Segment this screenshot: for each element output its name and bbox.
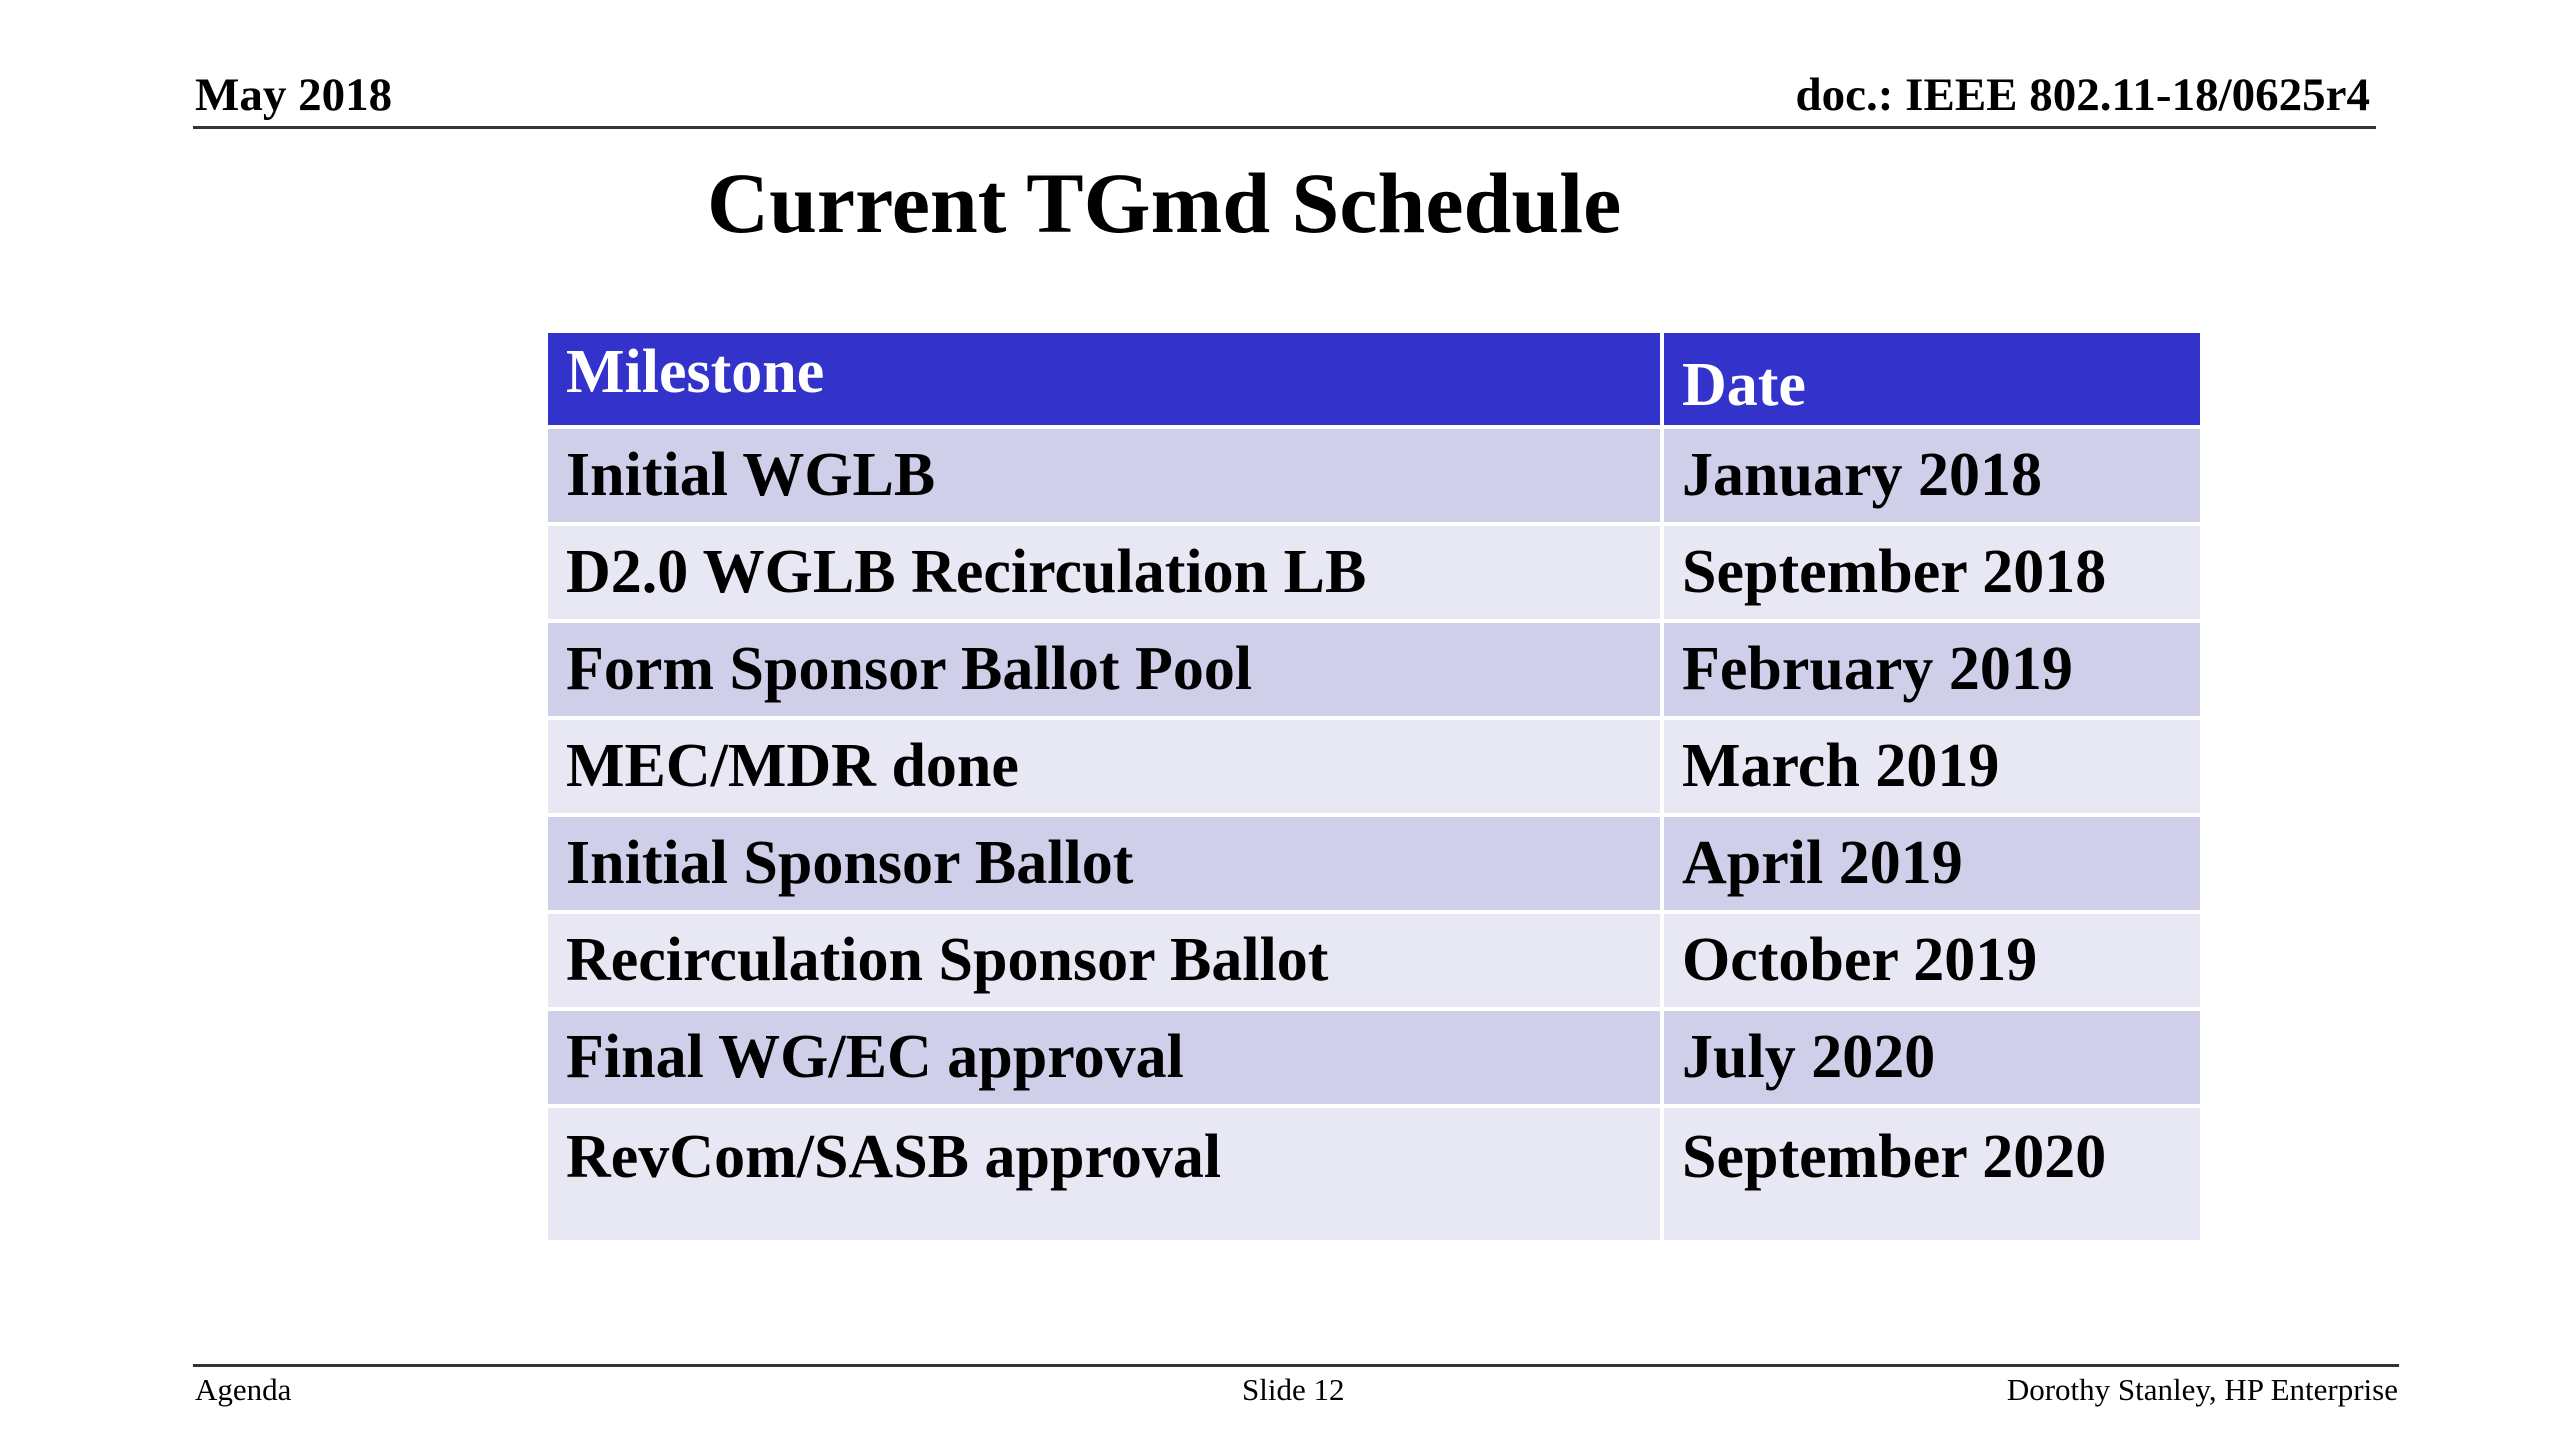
milestone-cell: Recirculation Sponsor Ballot xyxy=(548,912,1662,1009)
milestone-cell: Initial Sponsor Ballot xyxy=(548,815,1662,912)
date-cell: September 2020 xyxy=(1662,1106,2200,1240)
footer-divider xyxy=(193,1364,2399,1367)
milestone-cell: D2.0 WGLB Recirculation LB xyxy=(548,524,1662,621)
milestone-cell: Final WG/EC approval xyxy=(548,1009,1662,1106)
date-cell: March 2019 xyxy=(1662,718,2200,815)
slide-title: Current TGmd Schedule xyxy=(707,155,1622,251)
table-row xyxy=(548,1106,2200,1240)
footer-author: Dorothy Stanley, HP Enterprise xyxy=(2006,1372,2398,1407)
table-row xyxy=(548,912,2200,1009)
date-cell: September 2018 xyxy=(1662,524,2200,621)
date-cell: February 2019 xyxy=(1662,621,2200,718)
date-cell: October 2019 xyxy=(1662,912,2200,1009)
table-row xyxy=(548,427,2200,524)
footer-slide-number: Slide 12 xyxy=(1242,1372,1345,1407)
column-header-milestone: Milestone xyxy=(548,333,1662,427)
milestone-cell: RevCom/SASB approval xyxy=(548,1106,1662,1240)
table-row xyxy=(548,815,2200,912)
milestone-cell: Initial WGLB xyxy=(548,427,1662,524)
date-cell: July 2020 xyxy=(1662,1009,2200,1106)
table-header-row xyxy=(548,333,2200,427)
schedule-table xyxy=(548,333,2200,1240)
date-cell: January 2018 xyxy=(1662,427,2200,524)
column-header-date: Date xyxy=(1662,333,2200,427)
footer-section: Agenda xyxy=(195,1372,292,1407)
table-row xyxy=(548,718,2200,815)
table-row xyxy=(548,621,2200,718)
header-divider xyxy=(193,126,2376,129)
header-date: May 2018 xyxy=(195,69,393,121)
table-row xyxy=(548,524,2200,621)
milestone-cell: Form Sponsor Ballot Pool xyxy=(548,621,1662,718)
table-row xyxy=(548,1009,2200,1106)
header-doc-id: doc.: IEEE 802.11-18/0625r4 xyxy=(1795,69,2370,121)
date-cell: April 2019 xyxy=(1662,815,2200,912)
milestone-cell: MEC/MDR done xyxy=(548,718,1662,815)
